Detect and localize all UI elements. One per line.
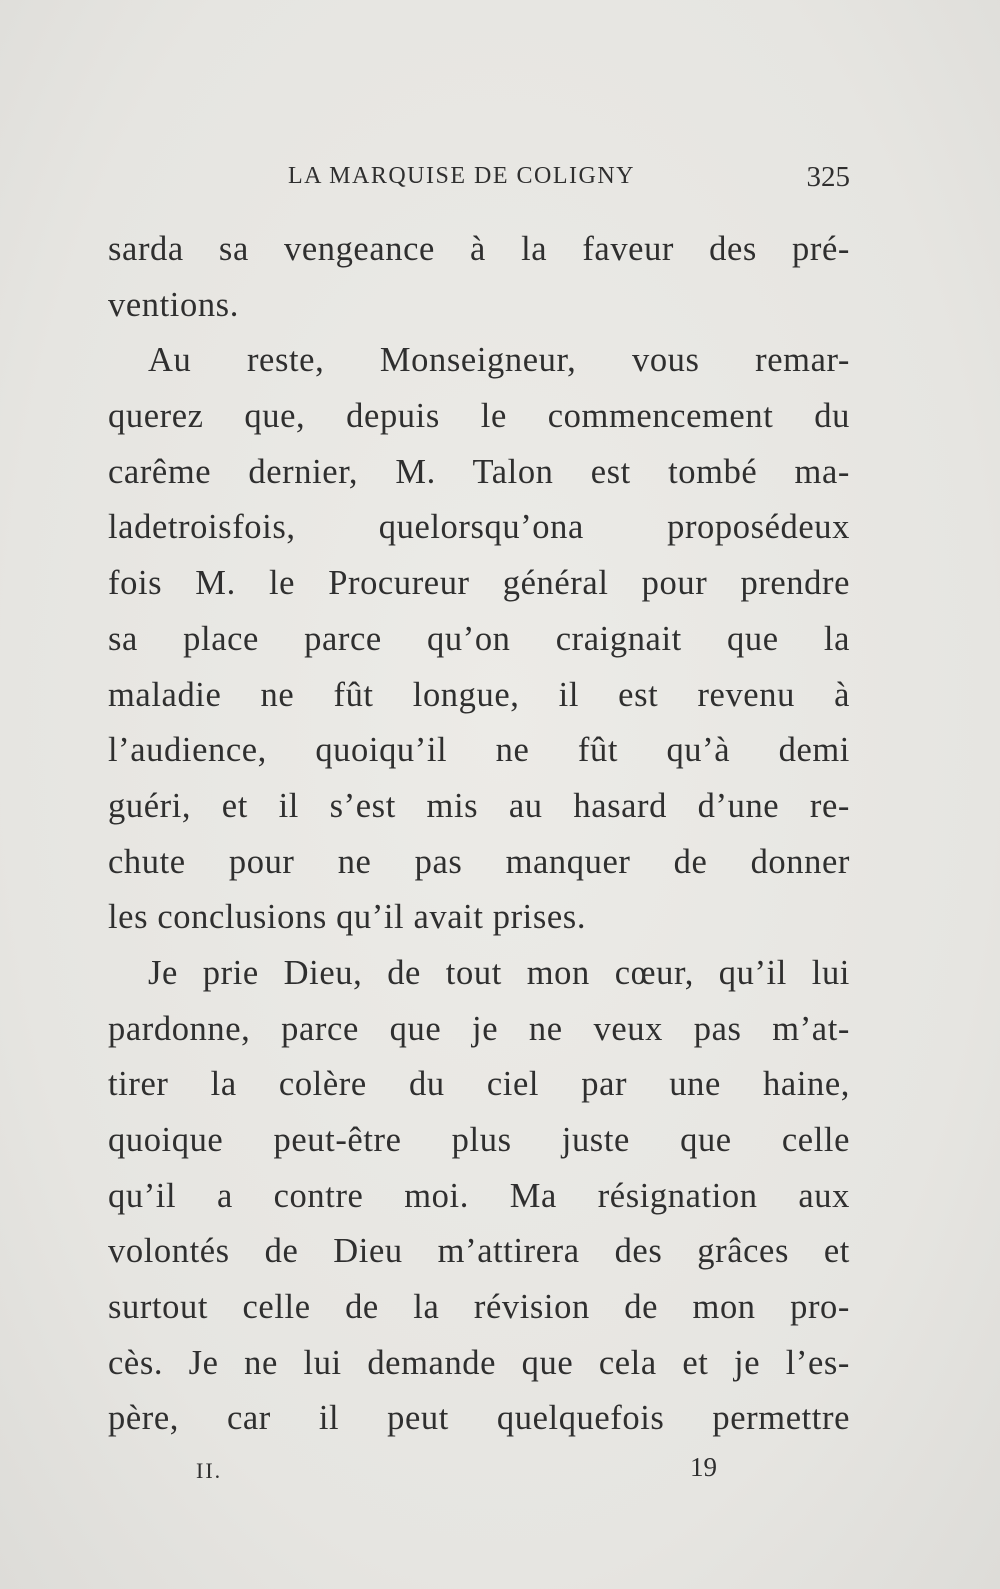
- text-line: querez que, depuis le commencement du: [108, 397, 850, 436]
- text-line: maladie ne fût longue, il est revenu à: [108, 675, 850, 714]
- text-line: cès. Je ne lui demande que cela et je l’es-: [108, 1343, 850, 1382]
- text-line: quoique peut-être plus juste que celle: [108, 1121, 850, 1159]
- text-line: les conclusions qu’il avait prises.: [108, 898, 587, 937]
- text-line: guéri, et il s’est mis au hasard d’une re-: [108, 786, 850, 825]
- text-line: l’audience, quoiqu’il ne fût qu’à demi: [108, 731, 850, 770]
- text-line: Au reste, Monseigneur, vous remar-: [148, 341, 850, 380]
- text-line: tirer la colère du ciel par une haine,: [108, 1065, 850, 1104]
- text-line: sarda sa vengeance à la faveur des pré-: [108, 230, 850, 268]
- body-text: [108, 222, 850, 1447]
- text-line: pardonne, parce que je ne veux pas m’at-: [108, 1009, 850, 1048]
- text-line: père, car il peut quelquefois permettre: [108, 1399, 850, 1438]
- text-line: fois M. le Procureur général pour prendre: [108, 564, 850, 603]
- text-line: ladetroisfois, quelorsqu’ona proposédeux: [108, 508, 850, 547]
- text-line: volontés de Dieu m’attirera des grâces et: [108, 1232, 850, 1271]
- text-line: qu’il a contre moi. Ma résignation aux: [108, 1176, 850, 1215]
- text-line: ventions.: [108, 285, 239, 324]
- running-title: LA MARQUISE DE COLIGNY: [288, 163, 635, 189]
- page-number: 325: [806, 161, 850, 193]
- running-head: [108, 163, 850, 203]
- text-line: sa place parce qu’on craignait que la: [108, 619, 850, 658]
- text-line: carême dernier, M. Talon est tombé ma-: [108, 452, 850, 491]
- text-line: Je prie Dieu, de tout mon cœur, qu’il lui: [148, 953, 850, 992]
- text-line: chute pour ne pas manquer de donner: [108, 842, 850, 881]
- signature-number: 19: [690, 1452, 717, 1482]
- signature-mark: II.: [196, 1458, 223, 1483]
- text-line: surtout celle de la révision de mon pro-: [108, 1288, 850, 1327]
